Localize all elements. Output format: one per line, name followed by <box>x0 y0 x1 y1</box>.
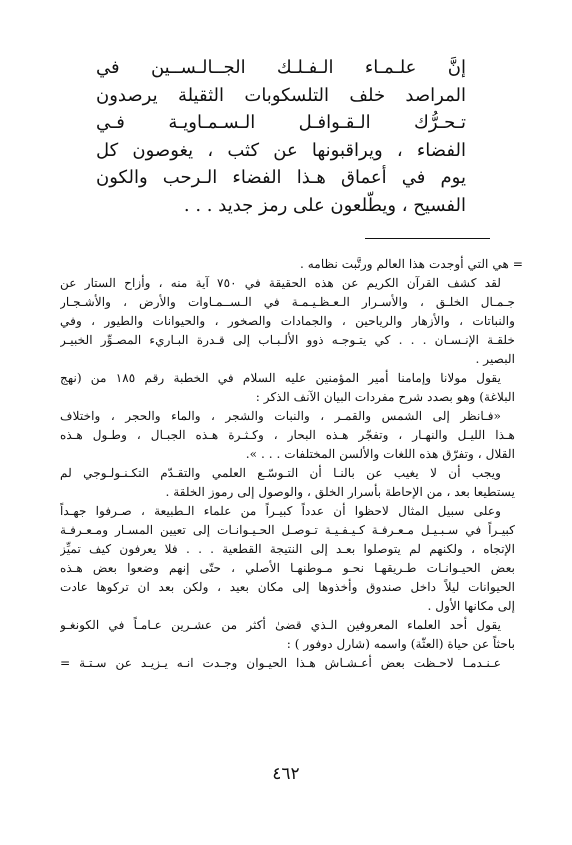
main-text-line: الفسيح ، ويطّلعون على رمز جديد . . . <box>183 194 466 216</box>
page-number: ٤٦٢ <box>272 764 300 784</box>
main-text-line: تـحـرُّك الـقـوافـل الـسـمـاويـة فـي <box>96 112 466 133</box>
footnote-line: يقول أحد العلماء المعروفين الـذي قضىٰ أكثر من عشـرين عـامـاً في الكونغـو <box>60 618 501 632</box>
main-text-line: الفضاء ، ويراقبونها عن كثب ، يغوصون كل <box>96 139 466 161</box>
footnote-line: عـنـدمـا لاحـظت بعض أعـشـاش هـذا الحيـوان وجـدت انـه يـزيـد عن سـتـة = <box>60 656 501 670</box>
footnote-line: «فـانظر إلى الشمس والقمـر ، والنبات والشجر ، والماء والحجر ، واختلاف <box>60 409 501 423</box>
footnote-line: الإتجاه ، ولكنهم لم يتوصلوا بعـد إلى النتيجة القطعية . . . فلا يعرفون كيف تميِّز <box>60 542 515 556</box>
footnote-line: لقد كشف القرآن الكريم عن هذه الحقيقة في ٧٥٠ آية منه ، وأزاح الستار عن <box>60 276 501 290</box>
footnote-line: الحيوانات ليلاً داخل صندوق وأخذوها إلى مكان بعيد ، ولكن بعد ان تركوها عادت <box>60 580 515 594</box>
footnote-line: البلاغة) وهو بصدد شرح مفردات البيان الآنف الذكر : <box>255 390 515 404</box>
footnote-line: القلال ، وتفرّق هذه اللغات والألسن المختلفات . . . ». <box>245 447 515 461</box>
footnote-line: باحثاً عن حياة (العثّة) واسمه (شارل دوفور ) : <box>286 637 515 651</box>
footnote-line: يستطيعا بعد ، من الإحاطة بأسرار الخلق ، والوصول إلى رموز الخلقة . <box>165 485 515 499</box>
main-text-line: إنَّ علـمـاء الـفـلـك الجــالـســين في <box>96 57 466 78</box>
footnote-line: جـمـال الخلـق ، والأسـرار الـعـظـيـمـة في الـســمـاوات والأرض ، والأشـجـار <box>60 295 515 309</box>
footnote-line: خلقـة الإنـسـان . . . كي يتـوجـه ذوو الألـبـاب إلى قـدرة البـاريء المصـوِّر الخبيـر <box>60 333 515 347</box>
main-text-block <box>96 54 466 219</box>
footnote-block <box>60 255 523 673</box>
footnote-line: وعلى سبيل المثال لاحظوا أن عدداً كبيـراً من علماء الـطبيعة ، صـرفوا جهـداً <box>60 504 501 518</box>
footnote-line: والنباتات ، والأزهار والرياحين ، والجمادات والصخور ، والحيوانات والطيور ، وفي <box>60 314 515 328</box>
main-text-line: المراصد خلف التلسكوبات الثقيلة يرصدون <box>96 84 466 106</box>
footnote-line: يقول مولانا وإمامنا أمير المؤمنين عليه السلام في الخطبة رقم ١٨٥ من (نهج <box>60 371 501 385</box>
footnote-line: ويجب أن لا يغيب عن بالنـا أن التـوسّـع العلمي والتقـدّم التكـنـولـوجي لم <box>60 466 501 480</box>
footnote-line: كبيـراً في سـبـيـل مـعـرفـة كـيـفـيـة تـوصـل الحـيـوانـات إلى تعيين المسـار ومـعـرفـة <box>60 523 515 537</box>
main-text-line: يوم في أعماق هـذا الفضاء الـرحب والكون <box>96 167 466 188</box>
footnote-line: بعض الحيـوانـات طـريقهـا نحـو مـوطنهـا الأصلي ، حتّى إنهم وضعوا بعض هـذه <box>60 561 515 575</box>
footnote-line: هـذا الليـل والنهـار ، وتفجّر هـذه البحار ، وكـثـرة هـذه الجبـال ، وطـول هـذه <box>60 428 515 442</box>
footnote-line: = هي التي أوجدت هذا العالم ورتَّبت نظامه . <box>300 257 523 271</box>
footnote-line: إلى مكانها الأول . <box>427 599 515 613</box>
footnote-separator <box>365 238 490 239</box>
footnote-line: البصير . <box>475 352 515 366</box>
